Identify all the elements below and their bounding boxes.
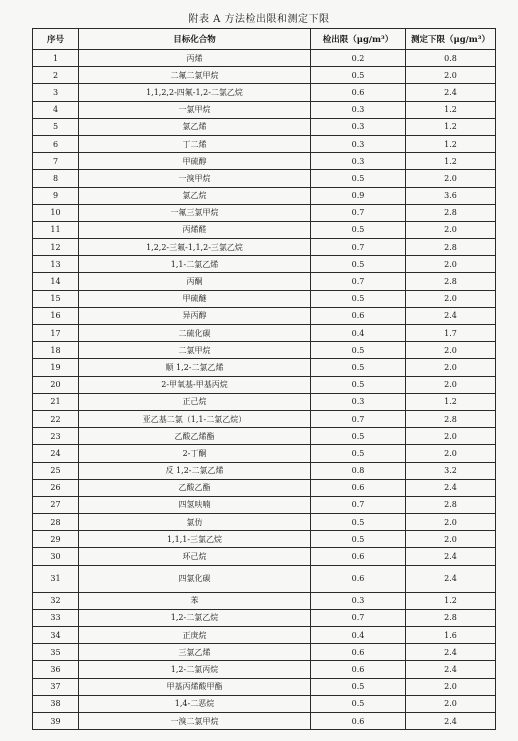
cell-quantitation-limit: 2.0: [406, 256, 496, 273]
table-row: [33, 221, 496, 238]
cell-detection-limit: 0.7: [311, 239, 406, 256]
cell-compound: 异丙醇: [79, 307, 311, 324]
table-row: [33, 376, 496, 393]
table-row: [33, 661, 496, 678]
cell-quantitation-limit: 2.0: [406, 445, 496, 462]
cell-quantitation-limit: 2.0: [406, 376, 496, 393]
table-row: [33, 204, 496, 221]
cell-compound: 1,2-二氯乙烷: [79, 609, 311, 626]
cell-no: 25: [33, 462, 79, 479]
table-row: [33, 565, 496, 592]
cell-no: 23: [33, 428, 79, 445]
cell-quantitation-limit: 0.8: [406, 50, 496, 67]
cell-no: 28: [33, 514, 79, 531]
table-row: [33, 67, 496, 84]
cell-quantitation-limit: 2.0: [406, 531, 496, 548]
cell-compound: 二氟二氯甲烷: [79, 67, 311, 84]
cell-quantitation-limit: 2.0: [406, 342, 496, 359]
table-row: [33, 118, 496, 135]
cell-detection-limit: 0.3: [311, 101, 406, 118]
table-row: [33, 342, 496, 359]
cell-quantitation-limit: 3.2: [406, 462, 496, 479]
table-row: [33, 609, 496, 626]
cell-no: 21: [33, 393, 79, 410]
cell-detection-limit: 0.5: [311, 445, 406, 462]
table-row: [33, 393, 496, 410]
table-body: [33, 50, 496, 730]
cell-detection-limit: 0.6: [311, 712, 406, 729]
cell-detection-limit: 0.3: [311, 393, 406, 410]
cell-quantitation-limit: 2.4: [406, 565, 496, 592]
table-row: [33, 445, 496, 462]
cell-no: 10: [33, 204, 79, 221]
cell-quantitation-limit: 2.0: [406, 290, 496, 307]
cell-no: 6: [33, 135, 79, 152]
table-row: [33, 50, 496, 67]
cell-detection-limit: 0.5: [311, 514, 406, 531]
cell-detection-limit: 0.5: [311, 290, 406, 307]
table-row: [33, 695, 496, 712]
cell-quantitation-limit: 2.4: [406, 548, 496, 565]
cell-compound: 环己烷: [79, 548, 311, 565]
table-row: [33, 135, 496, 152]
table-row: [33, 592, 496, 609]
cell-detection-limit: 0.5: [311, 678, 406, 695]
cell-quantitation-limit: 2.4: [406, 644, 496, 661]
cell-quantitation-limit: 2.0: [406, 695, 496, 712]
cell-detection-limit: 0.2: [311, 50, 406, 67]
table-row: [33, 325, 496, 342]
cell-compound: 正己烷: [79, 393, 311, 410]
table-row: [33, 239, 496, 256]
cell-no: 18: [33, 342, 79, 359]
cell-compound: 1,4-二恶烷: [79, 695, 311, 712]
cell-compound: 甲基丙烯酸甲酯: [79, 678, 311, 695]
cell-quantitation-limit: 2.4: [406, 712, 496, 729]
cell-quantitation-limit: 1.2: [406, 153, 496, 170]
cell-detection-limit: 0.3: [311, 153, 406, 170]
cell-no: 22: [33, 410, 79, 427]
cell-quantitation-limit: 2.0: [406, 428, 496, 445]
cell-quantitation-limit: 2.4: [406, 479, 496, 496]
header-row: [33, 29, 496, 50]
cell-compound: 一溴甲烷: [79, 170, 311, 187]
cell-quantitation-limit: 2.8: [406, 496, 496, 513]
table-row: [33, 496, 496, 513]
cell-detection-limit: 0.5: [311, 359, 406, 376]
cell-no: 34: [33, 627, 79, 644]
cell-compound: 顺 1,2-二氯乙烯: [79, 359, 311, 376]
cell-quantitation-limit: 1.2: [406, 101, 496, 118]
cell-detection-limit: 0.4: [311, 325, 406, 342]
cell-no: 32: [33, 592, 79, 609]
header-compound: 目标化合物: [79, 29, 311, 50]
cell-no: 38: [33, 695, 79, 712]
cell-no: 3: [33, 84, 79, 101]
table-row: [33, 514, 496, 531]
cell-no: 16: [33, 307, 79, 324]
cell-quantitation-limit: 1.7: [406, 325, 496, 342]
cell-no: 20: [33, 376, 79, 393]
cell-no: 31: [33, 565, 79, 592]
cell-compound: 氯乙烷: [79, 187, 311, 204]
cell-compound: 2-丁酮: [79, 445, 311, 462]
cell-quantitation-limit: 2.0: [406, 170, 496, 187]
cell-no: 19: [33, 359, 79, 376]
cell-compound: 甲硫醇: [79, 153, 311, 170]
cell-no: 12: [33, 239, 79, 256]
cell-compound: 一氯甲烷: [79, 101, 311, 118]
cell-compound: 正庚烷: [79, 627, 311, 644]
cell-compound: 1,2-二氯丙烷: [79, 661, 311, 678]
cell-detection-limit: 0.6: [311, 548, 406, 565]
cell-detection-limit: 0.4: [311, 627, 406, 644]
cell-compound: 苯: [79, 592, 311, 609]
cell-quantitation-limit: 1.2: [406, 393, 496, 410]
cell-no: 4: [33, 101, 79, 118]
cell-detection-limit: 0.5: [311, 695, 406, 712]
cell-detection-limit: 0.7: [311, 496, 406, 513]
header-quantitation-limit: 测定下限（μg/m³）: [406, 29, 496, 50]
cell-no: 29: [33, 531, 79, 548]
cell-quantitation-limit: 2.0: [406, 359, 496, 376]
cell-detection-limit: 0.7: [311, 273, 406, 290]
cell-quantitation-limit: 2.4: [406, 307, 496, 324]
cell-quantitation-limit: 1.2: [406, 135, 496, 152]
cell-detection-limit: 0.6: [311, 479, 406, 496]
cell-no: 37: [33, 678, 79, 695]
cell-quantitation-limit: 2.0: [406, 514, 496, 531]
cell-detection-limit: 0.5: [311, 67, 406, 84]
table-row: [33, 428, 496, 445]
cell-quantitation-limit: 1.6: [406, 627, 496, 644]
cell-no: 39: [33, 712, 79, 729]
cell-compound: 1,1,1-三氯乙烷: [79, 531, 311, 548]
cell-compound: 一氟三氯甲烷: [79, 204, 311, 221]
cell-compound: 二硫化碳: [79, 325, 311, 342]
cell-detection-limit: 0.5: [311, 428, 406, 445]
cell-no: 8: [33, 170, 79, 187]
cell-no: 35: [33, 644, 79, 661]
cell-compound: 亚乙基二氯（1,1-二氯乙烷）: [79, 410, 311, 427]
cell-compound: 反 1,2-二氯乙烯: [79, 462, 311, 479]
cell-quantitation-limit: 2.0: [406, 67, 496, 84]
cell-quantitation-limit: 2.8: [406, 609, 496, 626]
cell-detection-limit: 0.5: [311, 342, 406, 359]
cell-quantitation-limit: 3.6: [406, 187, 496, 204]
cell-compound: 甲硫醚: [79, 290, 311, 307]
table-row: [33, 644, 496, 661]
cell-no: 24: [33, 445, 79, 462]
table-row: [33, 84, 496, 101]
cell-compound: 氯仿: [79, 514, 311, 531]
cell-no: 33: [33, 609, 79, 626]
cell-quantitation-limit: 1.2: [406, 118, 496, 135]
table-row: [33, 359, 496, 376]
table-row: [33, 479, 496, 496]
cell-compound: 一溴二氯甲烷: [79, 712, 311, 729]
cell-compound: 2-甲氧基-甲基丙烷: [79, 376, 311, 393]
cell-quantitation-limit: 2.0: [406, 678, 496, 695]
cell-detection-limit: 0.6: [311, 644, 406, 661]
cell-detection-limit: 0.6: [311, 661, 406, 678]
cell-quantitation-limit: 2.8: [406, 273, 496, 290]
table-row: [33, 712, 496, 729]
cell-no: 9: [33, 187, 79, 204]
table-row: [33, 548, 496, 565]
cell-compound: 乙酸乙酯: [79, 479, 311, 496]
table-row: [33, 627, 496, 644]
header-no: 序号: [33, 29, 79, 50]
cell-no: 7: [33, 153, 79, 170]
cell-quantitation-limit: 2.4: [406, 661, 496, 678]
cell-quantitation-limit: 1.2: [406, 592, 496, 609]
table-row: [33, 187, 496, 204]
cell-compound: 四氯化碳: [79, 565, 311, 592]
table-row: [33, 290, 496, 307]
cell-detection-limit: 0.7: [311, 410, 406, 427]
cell-detection-limit: 0.3: [311, 118, 406, 135]
cell-no: 26: [33, 479, 79, 496]
cell-no: 2: [33, 67, 79, 84]
cell-compound: 二氯甲烷: [79, 342, 311, 359]
cell-compound: 三氯乙烯: [79, 644, 311, 661]
cell-compound: 丙酮: [79, 273, 311, 290]
cell-compound: 丁二烯: [79, 135, 311, 152]
cell-detection-limit: 0.5: [311, 376, 406, 393]
cell-compound: 氯乙烯: [79, 118, 311, 135]
cell-quantitation-limit: 2.8: [406, 410, 496, 427]
cell-no: 13: [33, 256, 79, 273]
header-detection-limit: 检出限（μg/m³）: [311, 29, 406, 50]
cell-quantitation-limit: 2.8: [406, 239, 496, 256]
cell-detection-limit: 0.5: [311, 531, 406, 548]
cell-detection-limit: 0.5: [311, 256, 406, 273]
table-row: [33, 410, 496, 427]
cell-no: 15: [33, 290, 79, 307]
cell-detection-limit: 0.3: [311, 135, 406, 152]
cell-compound: 乙酸乙烯酯: [79, 428, 311, 445]
cell-detection-limit: 0.5: [311, 170, 406, 187]
cell-detection-limit: 0.6: [311, 307, 406, 324]
cell-no: 14: [33, 273, 79, 290]
table-row: [33, 153, 496, 170]
cell-detection-limit: 0.8: [311, 462, 406, 479]
cell-no: 17: [33, 325, 79, 342]
table-row: [33, 531, 496, 548]
cell-no: 30: [33, 548, 79, 565]
table-row: [33, 307, 496, 324]
cell-no: 1: [33, 50, 79, 67]
cell-no: 5: [33, 118, 79, 135]
table-title: 附表 A 方法检出限和测定下限: [188, 14, 330, 25]
table-row: [33, 462, 496, 479]
cell-detection-limit: 0.5: [311, 221, 406, 238]
cell-compound: 丙烯醛: [79, 221, 311, 238]
cell-no: 27: [33, 496, 79, 513]
cell-no: 36: [33, 661, 79, 678]
cell-detection-limit: 0.7: [311, 204, 406, 221]
table-row: [33, 170, 496, 187]
table-row: [33, 101, 496, 118]
cell-detection-limit: 0.6: [311, 84, 406, 101]
cell-no: 11: [33, 221, 79, 238]
cell-quantitation-limit: 2.8: [406, 204, 496, 221]
cell-quantitation-limit: 2.0: [406, 221, 496, 238]
detection-limit-table: [32, 28, 496, 730]
cell-quantitation-limit: 2.4: [406, 84, 496, 101]
cell-detection-limit: 0.6: [311, 565, 406, 592]
cell-compound: 1,1,2,2-四氟-1,2-二氯乙烷: [79, 84, 311, 101]
cell-compound: 1,2,2-三氟-1,1,2-三氯乙烷: [79, 239, 311, 256]
cell-detection-limit: 0.3: [311, 592, 406, 609]
cell-detection-limit: 0.7: [311, 609, 406, 626]
cell-compound: 四氢呋喃: [79, 496, 311, 513]
cell-compound: 1,1-二氯乙烯: [79, 256, 311, 273]
table-row: [33, 273, 496, 290]
table-row: [33, 678, 496, 695]
table-row: [33, 256, 496, 273]
cell-detection-limit: 0.9: [311, 187, 406, 204]
cell-compound: 丙烯: [79, 50, 311, 67]
